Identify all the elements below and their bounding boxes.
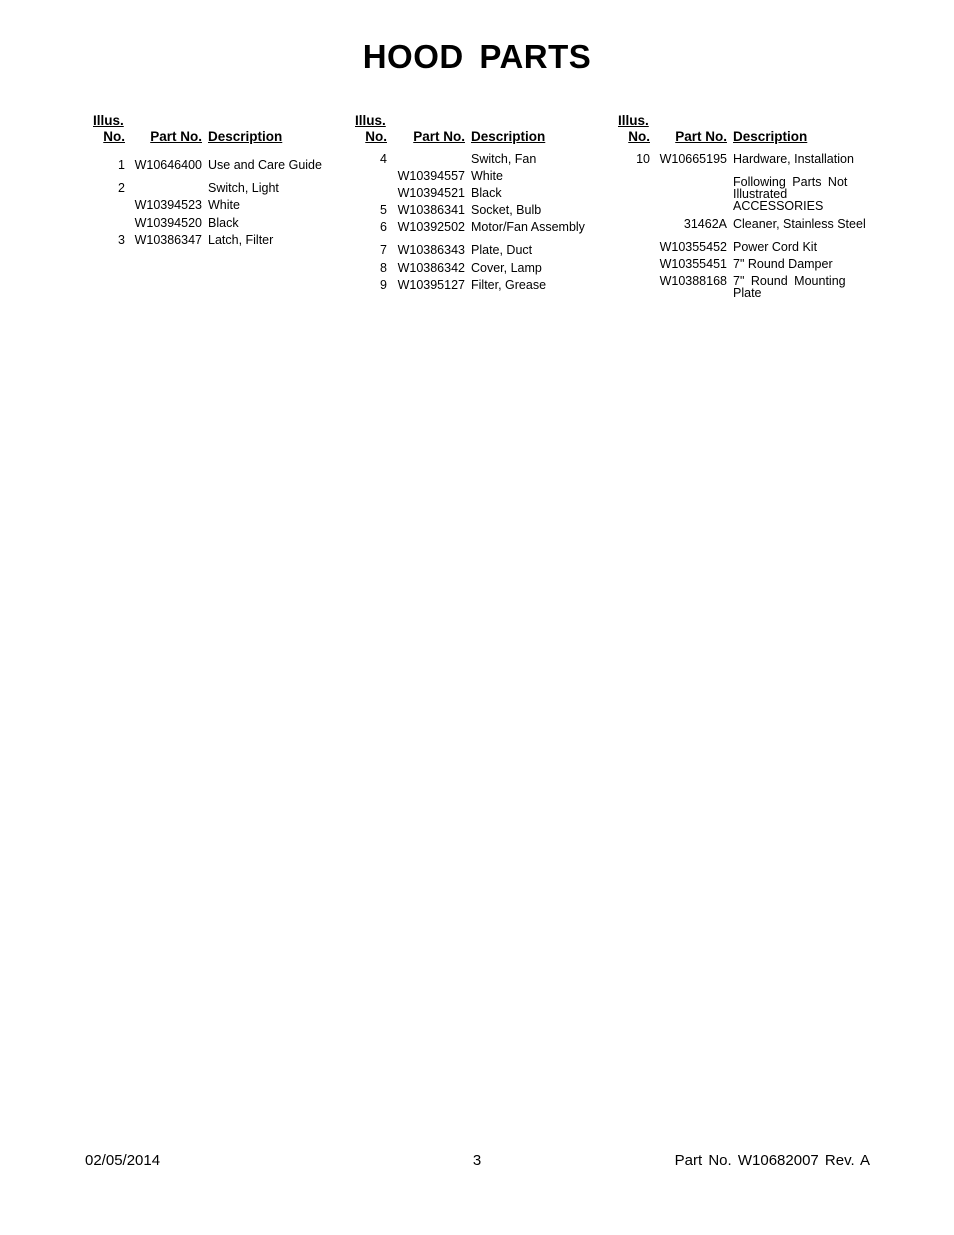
header-illus: Illus. [355, 113, 386, 128]
part-no: W10386341 [397, 203, 465, 217]
part-no: W10395127 [397, 278, 465, 292]
part-no: W10394523 [134, 198, 202, 212]
header-illus-no: No. [103, 129, 125, 144]
description: White [471, 169, 503, 183]
footer-date: 02/05/2014 [85, 1152, 161, 1169]
header-illus: Illus. [618, 113, 649, 128]
header-illus-no: No. [365, 129, 387, 144]
header-description: Description [471, 129, 546, 144]
header-description: Description [208, 129, 283, 144]
part-no: W10394557 [397, 169, 465, 183]
header-description: Description [733, 129, 808, 144]
illus-no: 4 [380, 152, 387, 166]
part-no: W10386347 [134, 233, 202, 247]
description: Latch, Filter [208, 233, 274, 247]
illus-no: 7 [380, 243, 387, 257]
description: Black [471, 186, 502, 200]
part-no: W10392502 [397, 220, 465, 234]
page-title: HOOD PARTS [362, 38, 592, 75]
illus-no: 3 [118, 233, 125, 247]
description: Filter, Grease [471, 278, 547, 292]
header-part-no: Part No. [675, 129, 727, 144]
footer-page-number: 3 [472, 1152, 482, 1169]
part-no: W10388168 [659, 274, 727, 288]
description: Use and Care Guide [208, 158, 322, 172]
description: Switch, Fan [471, 152, 537, 166]
description: White [208, 198, 240, 212]
description: 7" Round Mounting Plate [733, 274, 846, 300]
header-illus-no: No. [628, 129, 650, 144]
part-no: W10355451 [659, 257, 727, 271]
header-illus: Illus. [93, 113, 124, 128]
illus-no: 6 [380, 220, 387, 234]
illus-no: 9 [380, 278, 387, 292]
description: Black [208, 216, 239, 230]
illus-no: 5 [380, 203, 387, 217]
part-no: W10386343 [397, 243, 465, 257]
header-part-no: Part No. [413, 129, 465, 144]
header-part-no: Part No. [150, 129, 202, 144]
part-no: W10394520 [134, 216, 202, 230]
part-no: W10386342 [397, 261, 465, 275]
description: Socket, Bulb [471, 203, 542, 217]
description: Plate, Duct [471, 243, 533, 257]
part-no: W10665195 [659, 152, 727, 166]
illus-no: 8 [380, 261, 387, 275]
part-no: W10394521 [397, 186, 465, 200]
description: Hardware, Installation [733, 152, 854, 166]
description: Cover, Lamp [471, 261, 542, 275]
illus-no: 1 [118, 158, 125, 172]
description: Following Parts Not Illustrated ACCESSORIES [733, 175, 848, 213]
description: 7" Round Damper [733, 257, 833, 271]
description: Power Cord Kit [733, 240, 818, 254]
description: Switch, Light [208, 181, 279, 195]
illus-no: 2 [118, 181, 125, 195]
part-no: W10355452 [659, 240, 727, 254]
description: Motor/Fan Assembly [471, 220, 585, 234]
illus-no: 10 [636, 152, 650, 166]
part-no: 31462A [683, 217, 727, 231]
part-no: W10646400 [134, 158, 202, 172]
footer-part-revision: Part No. W10682007 Rev. A [674, 1152, 870, 1169]
description: Cleaner, Stainless Steel [733, 217, 866, 231]
